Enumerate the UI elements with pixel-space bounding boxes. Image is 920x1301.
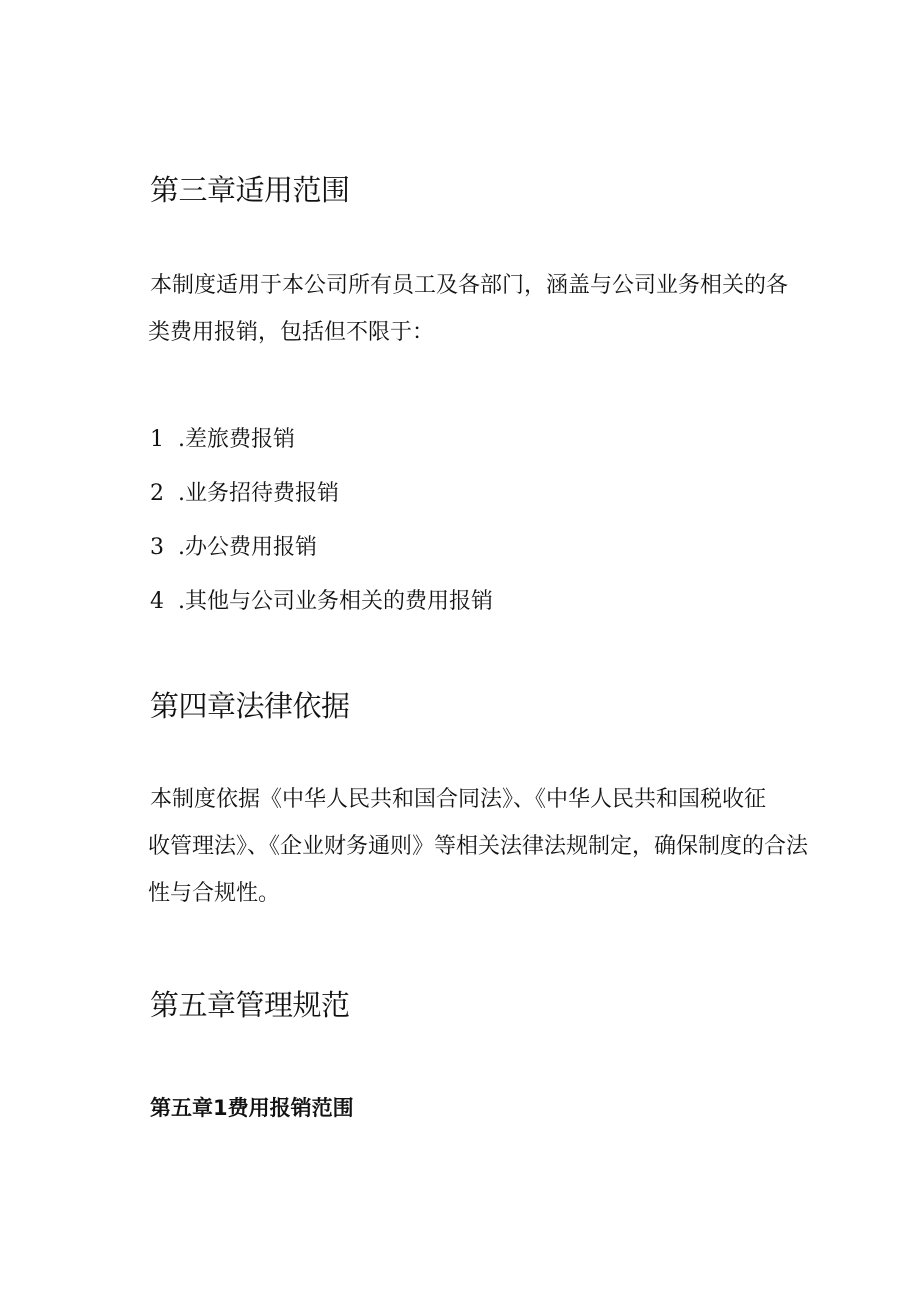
list-item-text: .办公费用报销 (178, 535, 317, 560)
list-item (150, 422, 295, 453)
list-item (150, 584, 493, 615)
chapter4-heading: 第四章法律依据 (150, 689, 350, 723)
list-item-number: 1 (150, 427, 164, 452)
chapter4-body (150, 776, 830, 917)
list-item-number: 2 (150, 481, 164, 506)
chapter5-heading: 第五章管理规范 (150, 988, 350, 1022)
chapter3-intro-line2: 类费用报销，包括但不限于： (148, 320, 435, 345)
list-item (150, 476, 339, 507)
list-item (150, 530, 317, 561)
chapter5-section1-heading: 第五章1费用报销范围 (150, 1096, 354, 1120)
chapter4-body-line2: 收管理法》、《企业财务通则》等相关法律法规制定，确保制度的合法 (148, 834, 809, 859)
chapter4-body-line3: 性与合规性。 (148, 881, 281, 906)
chapter4-body-line1: 本制度依据《中华人民共和国合同法》、《中华人民共和国税收征 (150, 787, 767, 812)
chapter3-intro (150, 262, 830, 356)
list-item-text: .业务招待费报销 (178, 481, 339, 506)
list-item-number: 4 (150, 589, 164, 614)
list-item-number: 3 (150, 535, 164, 560)
chapter3-intro-line1: 本制度适用于本公司所有员工及各部门，涵盖与公司业务相关的各 (150, 273, 789, 298)
list-item-text: .其他与公司业务相关的费用报销 (178, 589, 493, 614)
list-item-text: .差旅费报销 (178, 427, 295, 452)
chapter3-heading: 第三章适用范围 (150, 173, 350, 207)
